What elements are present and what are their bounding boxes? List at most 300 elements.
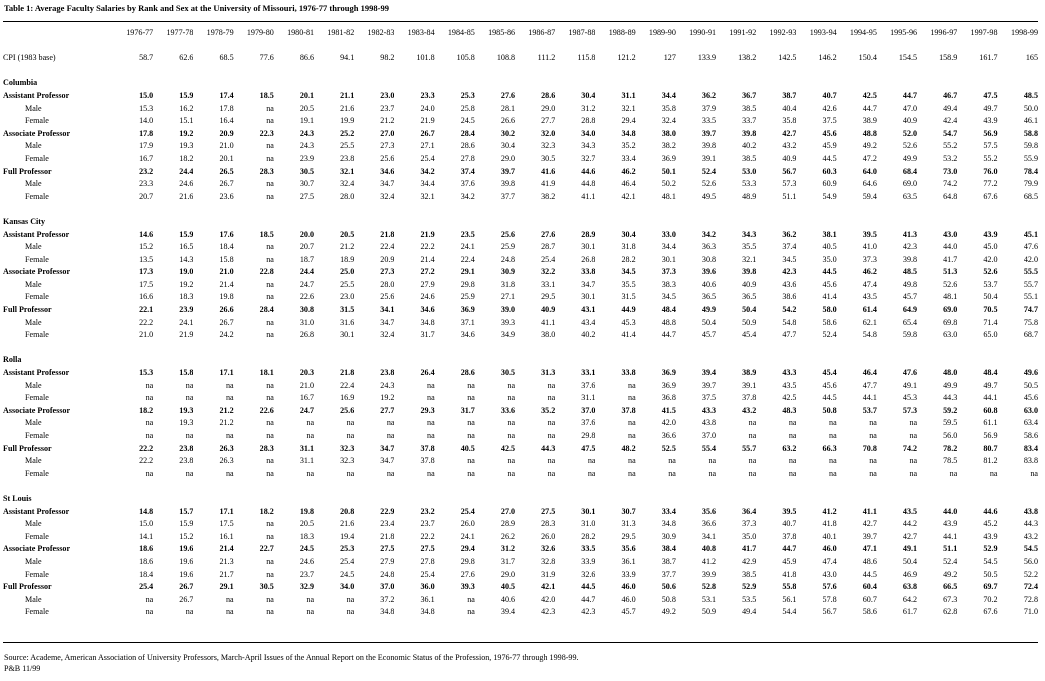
salary-cell: 53.7 xyxy=(862,405,877,415)
year-header: 1984-85 xyxy=(447,28,475,37)
salary-cell: 83.8 xyxy=(1023,456,1038,466)
salary-cell: 60.7 xyxy=(862,594,877,604)
salary-cell: 47.5 xyxy=(983,90,998,100)
female-label: Female xyxy=(25,468,49,478)
year-header: 1988-89 xyxy=(608,28,636,37)
cpi-value: 105.8 xyxy=(456,53,475,63)
salary-cell: 21.6 xyxy=(340,519,355,529)
year-header: 1994-95 xyxy=(849,28,877,37)
salary-cell: 63.0 xyxy=(943,330,958,340)
salary-cell: na xyxy=(226,468,234,478)
salary-cell: 32.6 xyxy=(541,544,556,554)
salary-cell: na xyxy=(266,254,274,264)
salary-cell: 32.1 xyxy=(340,166,355,176)
salary-cell: na xyxy=(386,431,395,440)
salary-cell: 26.7 xyxy=(179,582,194,592)
salary-cell: 24.1 xyxy=(460,531,475,541)
cpi-value: 121.2 xyxy=(617,53,636,63)
salary-cell: 28.8 xyxy=(581,116,596,126)
salary-cell: 30.5 xyxy=(259,582,274,592)
salary-cell: 22.2 xyxy=(139,443,154,453)
salary-cell: 30.1 xyxy=(340,330,355,340)
female-label: Female xyxy=(25,569,49,579)
salary-cell: 30.7 xyxy=(299,179,315,189)
salary-cell: 18.9 xyxy=(340,254,355,264)
campus-header-row xyxy=(3,216,1038,229)
salary-cell: 60.4 xyxy=(862,582,877,592)
salary-cell: 34.9 xyxy=(500,330,516,340)
salary-cell: na xyxy=(788,418,797,428)
year-header: 1983-84 xyxy=(407,28,435,37)
salary-cell: 66.3 xyxy=(822,443,837,453)
salary-cell: na xyxy=(266,519,274,529)
salary-cell: 26.7 xyxy=(420,128,435,138)
salary-cell: 34.2 xyxy=(460,191,475,201)
salary-cell: 44.5 xyxy=(822,393,837,403)
salary-cell: 50.8 xyxy=(661,594,676,604)
salary-cell: 45.3 xyxy=(621,317,636,327)
salary-cell: 29.5 xyxy=(621,531,636,541)
salary-cell: 39.4 xyxy=(500,607,516,617)
salary-cell: 22.2 xyxy=(420,531,435,541)
salary-cell: 50.2 xyxy=(661,179,676,189)
salary-cell: 78.4 xyxy=(1023,166,1038,176)
male-label: Male xyxy=(25,456,42,466)
salary-cell: 49.2 xyxy=(862,141,877,151)
salary-cell: 69.0 xyxy=(902,179,918,189)
salary-cell: 50.9 xyxy=(742,317,757,327)
salary-cell: 23.7 xyxy=(380,103,395,113)
salary-cell: 17.5 xyxy=(139,279,154,289)
salary-cell: 27.9 xyxy=(380,556,395,566)
salary-cell: 25.3 xyxy=(460,90,475,100)
salary-cell: 27.2 xyxy=(420,267,435,277)
salary-cell: 35.8 xyxy=(661,103,676,113)
salary-cell: na xyxy=(628,431,636,440)
salary-cell: 51.1 xyxy=(782,191,797,201)
cpi-value: 161.7 xyxy=(979,53,998,63)
female-label: Female xyxy=(25,191,49,201)
rank-label: Full Professor xyxy=(3,443,52,453)
salary-cell: 32.1 xyxy=(420,191,435,201)
salary-cell: 54.4 xyxy=(782,607,797,617)
salary-cell: 27.7 xyxy=(541,116,556,126)
salary-cell: na xyxy=(427,418,435,428)
male-label: Male xyxy=(25,317,42,327)
salary-cell: 45.1 xyxy=(1023,229,1038,239)
salary-cell: 56.0 xyxy=(943,431,958,440)
salary-cell: 34.7 xyxy=(380,179,395,189)
salary-cell: na xyxy=(788,456,797,466)
salary-cell: 32.8 xyxy=(541,556,556,566)
salary-cell: 28.4 xyxy=(460,128,475,138)
salary-cell: 24.3 xyxy=(299,141,315,151)
salary-cell: 26.3 xyxy=(219,443,234,453)
salary-cell: 60.9 xyxy=(822,179,837,189)
salary-cell: 25.8 xyxy=(460,103,475,113)
salary-cell: 55.2 xyxy=(943,141,958,151)
salary-cell: 60.3 xyxy=(822,166,837,176)
salary-cell: 24.4 xyxy=(179,166,194,176)
salary-cell: 80.7 xyxy=(983,443,998,453)
salary-cell: 20.7 xyxy=(139,191,154,201)
salary-cell: 30.8 xyxy=(299,305,315,315)
salary-cell: 44.7 xyxy=(902,90,918,100)
salary-cell: 37.8 xyxy=(782,531,797,541)
male-row xyxy=(3,455,1038,468)
salary-cell: na xyxy=(145,380,154,390)
salary-cell: 46.4 xyxy=(621,179,636,189)
year-header: 1996-97 xyxy=(930,28,958,37)
salary-cell: na xyxy=(467,418,475,428)
salary-cell: 52.9 xyxy=(983,544,998,554)
salary-cell: 50.4 xyxy=(742,305,757,315)
salary-cell: 21.2 xyxy=(340,242,355,252)
salary-cell: 42.3 xyxy=(902,242,918,252)
salary-cell: na xyxy=(145,594,154,604)
salary-cell: 22.7 xyxy=(259,544,274,554)
salary-cell: 15.0 xyxy=(139,519,154,529)
salary-cell: 34.8 xyxy=(380,607,395,617)
year-header: 1989-90 xyxy=(648,28,676,37)
salary-cell: na xyxy=(266,431,274,440)
salary-cell: 50.4 xyxy=(902,556,918,566)
salary-cell: 61.1 xyxy=(983,418,998,428)
salary-cell: 43.8 xyxy=(701,418,717,428)
salary-cell: 14.0 xyxy=(139,116,154,126)
salary-cell: 37.6 xyxy=(581,380,596,390)
year-header: 1980-81 xyxy=(287,28,315,37)
salary-cell: na xyxy=(829,418,837,428)
salary-cell: 36.6 xyxy=(661,431,676,440)
salary-cell: 27.5 xyxy=(380,544,395,554)
salary-cell: 41.4 xyxy=(822,292,837,302)
salary-cell: 49.2 xyxy=(661,607,676,617)
salary-cell: 21.0 xyxy=(219,267,234,277)
salary-cell: 49.7 xyxy=(983,380,998,390)
salary-cell: na xyxy=(185,393,194,403)
female-label: Female xyxy=(25,330,49,340)
salary-cell: na xyxy=(507,393,516,403)
salary-cell: 45.9 xyxy=(782,556,797,566)
salary-cell: na xyxy=(989,468,998,478)
salary-cell: na xyxy=(226,380,234,390)
male-label: Male xyxy=(25,103,42,113)
rank-label: Assistant Professor xyxy=(3,506,70,516)
salary-cell: 43.2 xyxy=(1023,531,1038,541)
salary-cell: 37.3 xyxy=(862,254,877,264)
salary-cell: 46.0 xyxy=(621,594,636,604)
salary-cell: 25.4 xyxy=(139,582,154,592)
salary-cell: 36.7 xyxy=(742,90,757,100)
salary-cell: 43.9 xyxy=(943,519,958,529)
salary-cell: na xyxy=(427,431,435,440)
salary-cell: 24.7 xyxy=(299,405,315,415)
salary-cell: 24.6 xyxy=(420,292,435,302)
salary-cell: 37.7 xyxy=(661,569,676,579)
salary-cell: 23.7 xyxy=(299,569,315,579)
salary-cell: 45.6 xyxy=(822,279,837,289)
salary-cell: 22.8 xyxy=(259,267,274,277)
salary-cell: na xyxy=(145,607,154,617)
salary-cell: 52.6 xyxy=(701,179,717,189)
salary-cell: 39.5 xyxy=(782,506,797,516)
salary-cell: 29.4 xyxy=(460,544,475,554)
salary-cell: 21.0 xyxy=(299,380,315,390)
salary-cell: 21.0 xyxy=(219,141,234,151)
salary-cell: 34.8 xyxy=(661,519,676,529)
rank-label: Full Professor xyxy=(3,582,52,592)
source-note xyxy=(4,652,579,674)
rank-label: Associate Professor xyxy=(3,544,71,554)
salary-cell: na xyxy=(266,153,274,163)
salary-cell: 50.5 xyxy=(1023,380,1038,390)
salary-cell: 41.8 xyxy=(822,519,837,529)
salary-cell: 21.2 xyxy=(219,405,234,415)
salary-cell: 42.7 xyxy=(862,519,877,529)
salary-cell: 47.5 xyxy=(581,443,596,453)
salary-cell: 26.6 xyxy=(219,305,234,315)
salary-cell: 36.3 xyxy=(701,242,717,252)
year-header: 1995-96 xyxy=(890,28,918,37)
salary-cell: 53.1 xyxy=(701,594,717,604)
salary-cell: 27.3 xyxy=(380,141,395,151)
salary-cell: 39.9 xyxy=(701,569,717,579)
female-label: Female xyxy=(25,607,49,617)
salary-cell: 35.5 xyxy=(621,279,636,289)
salary-cell: 26.8 xyxy=(299,330,315,340)
salary-cell: na xyxy=(547,393,556,403)
salary-cell: 30.5 xyxy=(500,368,516,378)
salary-cell: na xyxy=(748,431,757,440)
salary-cell: 34.5 xyxy=(621,267,636,277)
salary-cell: 36.0 xyxy=(420,582,435,592)
campus-name: Kansas City xyxy=(3,216,46,226)
salary-cell: 23.4 xyxy=(380,519,395,529)
salary-cell: 36.2 xyxy=(701,90,717,100)
salary-cell: 45.7 xyxy=(701,330,717,340)
cpi-value: 101.8 xyxy=(416,53,435,63)
salary-cell: 47.6 xyxy=(902,368,918,378)
salary-cell: 23.0 xyxy=(380,90,395,100)
salary-cell: 46.2 xyxy=(862,267,877,277)
year-header: 1976-77 xyxy=(126,28,154,37)
salary-cell: na xyxy=(306,418,315,428)
salary-cell: 39.7 xyxy=(701,128,717,138)
salary-cell: 14.8 xyxy=(139,506,154,516)
salary-cell: 31.8 xyxy=(500,279,516,289)
salary-cell: na xyxy=(467,594,475,604)
salary-cell: 49.9 xyxy=(701,305,717,315)
salary-cell: na xyxy=(547,468,556,478)
salary-cell: 25.5 xyxy=(340,141,355,151)
salary-cell: 23.2 xyxy=(420,506,435,516)
salary-cell: 44.3 xyxy=(943,393,958,403)
salary-cell: 41.2 xyxy=(822,506,837,516)
salary-cell: 26.7 xyxy=(219,179,234,189)
salary-cell: 49.8 xyxy=(902,279,918,289)
salary-cell: 26.7 xyxy=(179,594,194,604)
salary-cell: na xyxy=(869,431,877,440)
salary-cell: 17.9 xyxy=(139,141,154,151)
salary-cell: 23.9 xyxy=(179,305,194,315)
rank-row xyxy=(3,90,1038,103)
salary-cell: 43.4 xyxy=(581,317,596,327)
salary-cell: 22.4 xyxy=(340,380,355,390)
cpi-value: 86.6 xyxy=(299,53,315,63)
salary-cell: 40.5 xyxy=(822,242,837,252)
salary-cell: 60.8 xyxy=(983,405,998,415)
salary-cell: 39.8 xyxy=(500,179,516,189)
salary-cell: 19.6 xyxy=(179,569,194,579)
salary-cell: 21.4 xyxy=(219,544,234,554)
cpi-value: 94.1 xyxy=(340,53,355,63)
salary-cell: 18.3 xyxy=(299,531,315,541)
male-label: Male xyxy=(25,418,42,428)
salary-cell: 19.3 xyxy=(179,418,194,428)
salary-cell: na xyxy=(467,431,475,440)
salary-cell: na xyxy=(708,468,717,478)
salary-cell: 15.9 xyxy=(179,229,194,239)
rank-row xyxy=(3,443,1038,456)
salary-cell: na xyxy=(467,393,475,403)
salary-cell: 53.0 xyxy=(742,166,757,176)
salary-cell: 27.0 xyxy=(380,128,395,138)
salary-cell: na xyxy=(628,468,636,478)
salary-cell: 62.8 xyxy=(943,607,958,617)
salary-cell: 69.0 xyxy=(943,305,958,315)
salary-cell: 74.2 xyxy=(943,179,958,189)
salary-cell: 29.1 xyxy=(460,267,475,277)
salary-cell: 32.0 xyxy=(541,128,556,138)
salary-cell: 50.8 xyxy=(822,405,837,415)
salary-cell: na xyxy=(628,418,636,428)
salary-cell: 25.4 xyxy=(420,569,435,579)
salary-cell: na xyxy=(185,607,194,617)
salary-cell: 24.8 xyxy=(380,569,395,579)
salary-cell: 27.1 xyxy=(500,292,516,302)
salary-cell: 34.5 xyxy=(782,254,797,264)
salary-cell: 56.1 xyxy=(782,594,797,604)
salary-cell: 56.0 xyxy=(1023,556,1038,566)
salary-cell: 26.8 xyxy=(581,254,596,264)
salary-cell: 69.7 xyxy=(983,582,998,592)
salary-cell: 27.8 xyxy=(460,153,475,163)
salary-cell: 23.8 xyxy=(179,456,194,466)
salary-cell: na xyxy=(226,431,234,440)
female-row xyxy=(3,468,1038,481)
salary-cell: na xyxy=(829,468,837,478)
male-label: Male xyxy=(25,141,42,151)
salary-cell: 56.9 xyxy=(983,128,998,138)
salary-cell: 55.4 xyxy=(701,443,717,453)
year-header: 1998-99 xyxy=(1011,28,1038,37)
salary-cell: na xyxy=(266,594,274,604)
salary-cell: 13.5 xyxy=(139,254,154,264)
salary-cell: 31.9 xyxy=(541,569,556,579)
salary-cell: 43.9 xyxy=(983,531,998,541)
salary-cell: na xyxy=(266,292,274,302)
salary-cell: 41.5 xyxy=(661,405,676,415)
salary-cell: 42.0 xyxy=(1023,254,1038,264)
salary-cell: na xyxy=(628,393,636,403)
salary-cell: 52.4 xyxy=(701,166,717,176)
salary-cell: na xyxy=(467,380,475,390)
document-code: P&B 11/99 xyxy=(4,664,41,673)
salary-cell: na xyxy=(185,431,194,440)
salary-cell: 52.8 xyxy=(701,582,717,592)
salary-cell: 44.0 xyxy=(943,242,958,252)
salary-cell: na xyxy=(266,468,274,478)
salary-cell: 35.0 xyxy=(742,531,757,541)
salary-cell: 26.2 xyxy=(500,531,516,541)
salary-cell: 43.2 xyxy=(742,405,757,415)
salary-cell: 32.4 xyxy=(380,191,395,201)
salary-cell: 14.3 xyxy=(179,254,194,264)
salary-cell: 42.0 xyxy=(983,254,998,264)
salary-cell: na xyxy=(266,179,274,189)
salary-cell: na xyxy=(185,380,194,390)
salary-cell: 45.6 xyxy=(822,128,837,138)
salary-cell: 21.3 xyxy=(219,556,234,566)
salary-cell: 20.7 xyxy=(299,242,315,252)
salary-cell: 41.1 xyxy=(541,317,556,327)
salary-cell: 30.4 xyxy=(621,229,636,239)
salary-cell: 70.2 xyxy=(983,594,998,604)
salary-cell: 27.8 xyxy=(420,556,435,566)
salary-cell: 64.2 xyxy=(902,594,918,604)
salary-cell: 15.7 xyxy=(179,506,194,516)
salary-cell: 19.8 xyxy=(299,506,315,516)
salary-cell: 48.5 xyxy=(902,267,918,277)
male-row xyxy=(3,556,1038,569)
cpi-value: 146.2 xyxy=(818,53,837,63)
salary-cell: na xyxy=(467,607,475,617)
salary-cell: 54.5 xyxy=(983,556,998,566)
salary-cell: 25.4 xyxy=(541,254,556,264)
salary-cell: 31.1 xyxy=(299,443,315,453)
salary-cell: 49.1 xyxy=(902,380,918,390)
salary-cell: 35.2 xyxy=(541,405,556,415)
salary-cell: 52.4 xyxy=(822,330,837,340)
salary-cell: 24.3 xyxy=(299,128,315,138)
salary-cell: 14.6 xyxy=(139,229,154,239)
salary-cell: 55.8 xyxy=(782,582,797,592)
salary-cell: 19.1 xyxy=(299,116,315,126)
salary-cell: 32.4 xyxy=(340,179,355,189)
salary-cell: na xyxy=(1030,468,1038,478)
salary-cell: 48.4 xyxy=(983,368,998,378)
salary-cell: 44.7 xyxy=(661,330,676,340)
salary-cell: 34.6 xyxy=(420,305,435,315)
cpi-value: 62.6 xyxy=(179,53,194,63)
salary-cell: 20.3 xyxy=(299,368,315,378)
salary-cell: 24.1 xyxy=(460,242,475,252)
salary-cell: 73.0 xyxy=(943,166,958,176)
spacer-row xyxy=(3,203,1038,216)
salary-cell: 44.0 xyxy=(943,506,958,516)
salary-cell: 40.6 xyxy=(500,594,516,604)
salary-cell: 44.8 xyxy=(581,179,596,189)
salary-cell: 36.2 xyxy=(782,229,797,239)
salary-cell: 24.8 xyxy=(500,254,516,264)
salary-cell: na xyxy=(346,418,355,428)
salary-cell: na xyxy=(547,418,556,428)
salary-cell: 16.5 xyxy=(179,242,194,252)
salary-cell: 17.4 xyxy=(219,90,234,100)
salary-cell: 20.9 xyxy=(219,128,234,138)
salary-cell: 19.6 xyxy=(179,556,194,566)
